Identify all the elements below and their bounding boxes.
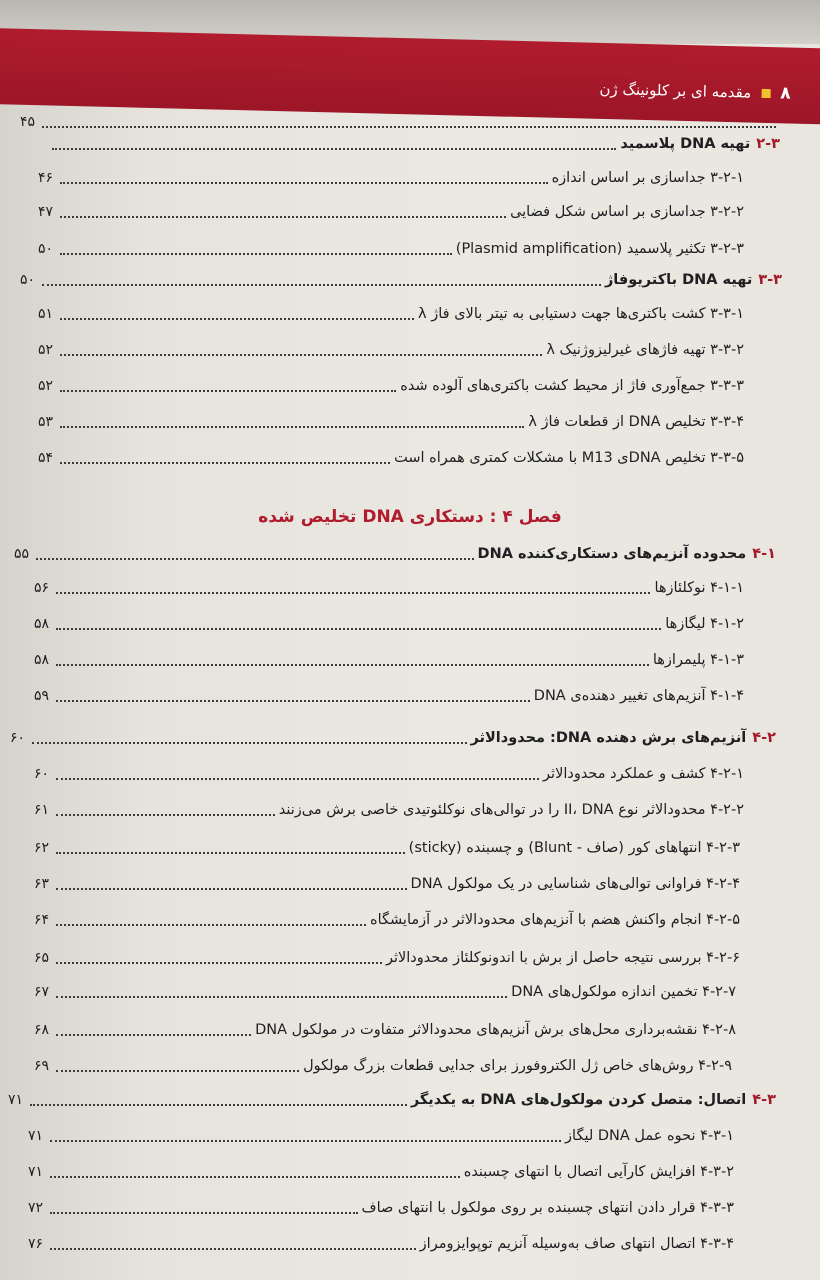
toc-page-number: ۵۲ — [38, 342, 54, 358]
dot-leader — [42, 284, 601, 286]
toc-page-number: ۵۲ — [38, 378, 54, 394]
toc-entry-title: ۴-۲-۳ انتهاهای کور (صاف - Blunt) و چسبنده (sticky) — [408, 840, 740, 856]
toc-entry-title: ۴-۱محدوده آنزیم‌های دستکاری‌کننده DNA — [477, 546, 776, 562]
toc-row — [38, 298, 744, 324]
dot-leader — [52, 148, 616, 150]
toc-row — [38, 370, 744, 396]
toc-entry-title: ۴-۲آنزیم‌های برش دهنده DNA: محدودالاثر — [470, 730, 776, 746]
toc-row — [28, 1156, 734, 1182]
toc-entry-title: ۴-۳اتصال: متصل کردن مولکول‌های DNA به یکدیگر — [410, 1092, 776, 1108]
toc-section-row — [14, 538, 776, 564]
dot-leader — [56, 1070, 299, 1072]
toc-row — [28, 1192, 734, 1218]
toc-page-number: ۵۸ — [34, 616, 50, 632]
toc-section-row — [8, 1084, 776, 1110]
toc-section-row — [20, 264, 782, 290]
toc-entry-title: ۴-۱-۱ نوکلئازها — [654, 580, 744, 596]
dot-leader — [56, 700, 530, 702]
toc-row — [34, 868, 740, 894]
dot-leader — [60, 216, 506, 218]
dot-leader — [50, 1140, 561, 1142]
toc-row — [38, 442, 744, 468]
toc-entry-title: ۴-۱-۳ پلیمرازها — [652, 652, 744, 668]
toc-page-number: ۷۲ — [28, 1200, 44, 1216]
toc-entry-title: ۳-۳-۴ تخلیص DNA از قطعات فاژ λ — [528, 414, 744, 430]
dot-leader — [56, 814, 275, 816]
toc-page-number: ۵۱ — [38, 306, 54, 322]
toc-page-number: ۶۷ — [34, 984, 50, 1000]
toc-entry-title: ۳-۲-۲ جداسازی بر اساس شکل فضایی — [510, 204, 744, 220]
dot-leader — [36, 558, 474, 560]
dot-leader — [60, 462, 390, 464]
toc-entry-title: ۴-۲-۸ نقشه‌برداری محل‌های برش آنزیم‌های محدودالاثر متفاوت در مولکول DNA — [255, 1022, 736, 1038]
toc-page-number: ۵۸ — [34, 652, 50, 668]
dot-leader — [56, 1034, 251, 1036]
dot-leader — [56, 852, 405, 854]
dot-leader — [60, 390, 396, 392]
toc-row — [38, 162, 744, 188]
toc-entry-title: ۴-۱-۲ لیگازها — [665, 616, 744, 632]
toc-section-number: ۲-۳ — [756, 136, 780, 152]
toc-page-number: ۶۱ — [34, 802, 50, 818]
dot-leader — [56, 924, 366, 926]
toc-page-number: ۶۰ — [34, 766, 50, 782]
chapter-heading: فصل ۴ : دستکاری DNA تخلیص شده — [258, 507, 562, 527]
toc-entry-title: ۴-۲-۵ انجام واکنش هضم با آنزیم‌های محدودالاثر در آزمایشگاه — [369, 912, 740, 928]
toc-row — [34, 644, 744, 670]
toc-entry-title: ۴-۲-۹ روش‌های خاص ژل الکتروفورز برای جدایی قطعات بزرگ مولکول — [303, 1058, 732, 1074]
toc-page-number: ۷۶ — [28, 1236, 44, 1252]
toc-entry-title: ۳-۲-۳ تکثیر پلاسمید (Plasmid amplification) — [455, 241, 744, 257]
dot-leader — [56, 888, 407, 890]
toc-page-number: ۶۳ — [34, 876, 50, 892]
toc-entry-title: ۴-۳-۳ قرار دادن انتهای چسبنده بر روی مولکول با انتهای صاف — [361, 1200, 734, 1216]
toc-entry-title: ۳-۳-۱ کشت باکتری‌ها جهت دستیابی به تیتر بالای فاژ λ — [418, 306, 744, 322]
running-header — [599, 79, 791, 104]
toc-entry-title: ۴-۲-۴ فراوانی توالی‌های شناسایی در یک مولکول DNA — [410, 876, 740, 892]
toc-page-number: ۴۷ — [38, 204, 54, 220]
toc-row — [38, 334, 744, 360]
toc-entry-title: ۳-۳-۵ تخلیص DNAی M13 با مشکلات کمتری همراه است — [394, 450, 744, 466]
toc-row — [34, 794, 744, 820]
toc-row — [38, 233, 744, 259]
toc-section-number: ۴-۲ — [752, 730, 776, 746]
toc-page-number: ۷۱ — [28, 1128, 44, 1144]
dot-leader — [56, 664, 649, 666]
toc-entry-title: ۴-۲-۷ تخمین اندازه مولکول‌های DNA — [511, 984, 736, 1000]
header-square-icon — [761, 88, 770, 97]
toc-page-number: ۶۸ — [34, 1022, 50, 1038]
toc-page-number: ۴۶ — [38, 170, 54, 186]
toc-entry-title: ۴-۱-۴ آنزیم‌های تغییر دهنده‌ی DNA — [533, 688, 744, 704]
toc-page-number: ۵۳ — [38, 414, 54, 430]
toc-row — [34, 1014, 736, 1040]
dot-leader — [56, 996, 507, 998]
dot-leader — [32, 742, 467, 744]
dot-leader — [56, 628, 661, 630]
dot-leader — [50, 1176, 460, 1178]
toc-row — [38, 406, 744, 432]
toc-row — [34, 904, 740, 930]
toc-entry-title: ۴-۲-۱ کشف و عملکرد محدودالاثر — [543, 766, 744, 782]
dot-leader — [60, 426, 524, 428]
toc-page-number: ۶۰ — [10, 730, 26, 746]
running-title: مقدمه ای بر کلونینگ ژن — [599, 79, 752, 102]
toc-row — [28, 1120, 734, 1146]
toc-row — [28, 1228, 734, 1254]
toc-page-number: ۷۱ — [28, 1164, 44, 1180]
toc-row — [34, 572, 744, 598]
toc-section-row — [10, 722, 776, 748]
toc-row — [34, 832, 740, 858]
toc-entry-title: ۴-۳-۱ نحوه عمل DNA لیگاز — [565, 1128, 734, 1144]
toc-entry-title: ۴-۳-۲ افزایش کارآیی اتصال با انتهای چسبنده — [463, 1164, 734, 1180]
toc-entry-title: ۳-۲-۱ جداسازی بر اساس اندازه — [551, 170, 744, 186]
toc-page-number: ۶۲ — [34, 840, 50, 856]
toc-entry-title: ۴-۲-۲ محدودالاثر نوع II، DNA را در توالی‌های نوکلئوتیدی خاصی برش می‌زنند — [278, 802, 744, 818]
toc-row — [34, 608, 744, 634]
toc-section-number: ۴-۱ — [752, 546, 776, 562]
dot-leader — [60, 354, 542, 356]
toc-page-number: ۶۵ — [34, 950, 50, 966]
dot-leader — [50, 1212, 358, 1214]
dot-leader — [60, 253, 452, 255]
toc-section-row — [30, 128, 780, 154]
toc-page-number: ۵۹ — [34, 688, 50, 704]
dot-leader — [56, 592, 650, 594]
toc-entry-title: ۳-۳-۲ تهیه فاژهای غیرلیزوژنیک λ — [546, 342, 744, 358]
toc-page-number: ۷۱ — [8, 1092, 24, 1108]
toc-row — [34, 976, 736, 1002]
dot-leader — [50, 1248, 416, 1250]
dot-leader — [60, 182, 548, 184]
toc-page-number: ۴۵ — [20, 114, 36, 130]
toc-section-number: ۴-۳ — [752, 1092, 776, 1108]
toc-entry-title: ۲-۳تهیه DNA پلاسمید — [620, 136, 780, 152]
toc-section-number: ۳-۳ — [758, 272, 782, 288]
toc-page-number: ۵۵ — [14, 546, 30, 562]
dot-leader — [30, 1104, 407, 1106]
toc-page-number: ۶۹ — [34, 1058, 50, 1074]
toc-row — [34, 680, 744, 706]
toc-row — [34, 758, 744, 784]
dot-leader — [56, 778, 539, 780]
toc-entry-title: ۴-۲-۶ بررسی نتیجه حاصل از برش با اندونوکلئاز محدودالاثر — [385, 950, 740, 966]
dot-leader — [60, 318, 414, 320]
toc-page-number: ۶۴ — [34, 912, 50, 928]
toc-page-number: ۵۴ — [38, 450, 54, 466]
toc-entry-title: ۳-۳تهیه DNA باکتریوفاژ — [604, 272, 782, 288]
dot-leader — [56, 962, 382, 964]
toc-row — [38, 196, 744, 222]
toc-row — [34, 1050, 732, 1076]
toc-page-number: ۵۶ — [34, 580, 50, 596]
page-number: ۸ — [780, 83, 791, 104]
toc-entry-title: ۴-۳-۴ اتصال انتهای صاف به‌وسیله آنزیم توپوایزومراز — [419, 1236, 734, 1252]
toc-row — [34, 942, 740, 968]
toc-page-number: ۵۰ — [20, 272, 36, 288]
toc-entry-title: ۳-۳-۳ جمع‌آوری فاژ از محیط کشت باکتری‌های آلوده شده — [400, 378, 744, 394]
toc-page-number: ۵۰ — [38, 241, 54, 257]
